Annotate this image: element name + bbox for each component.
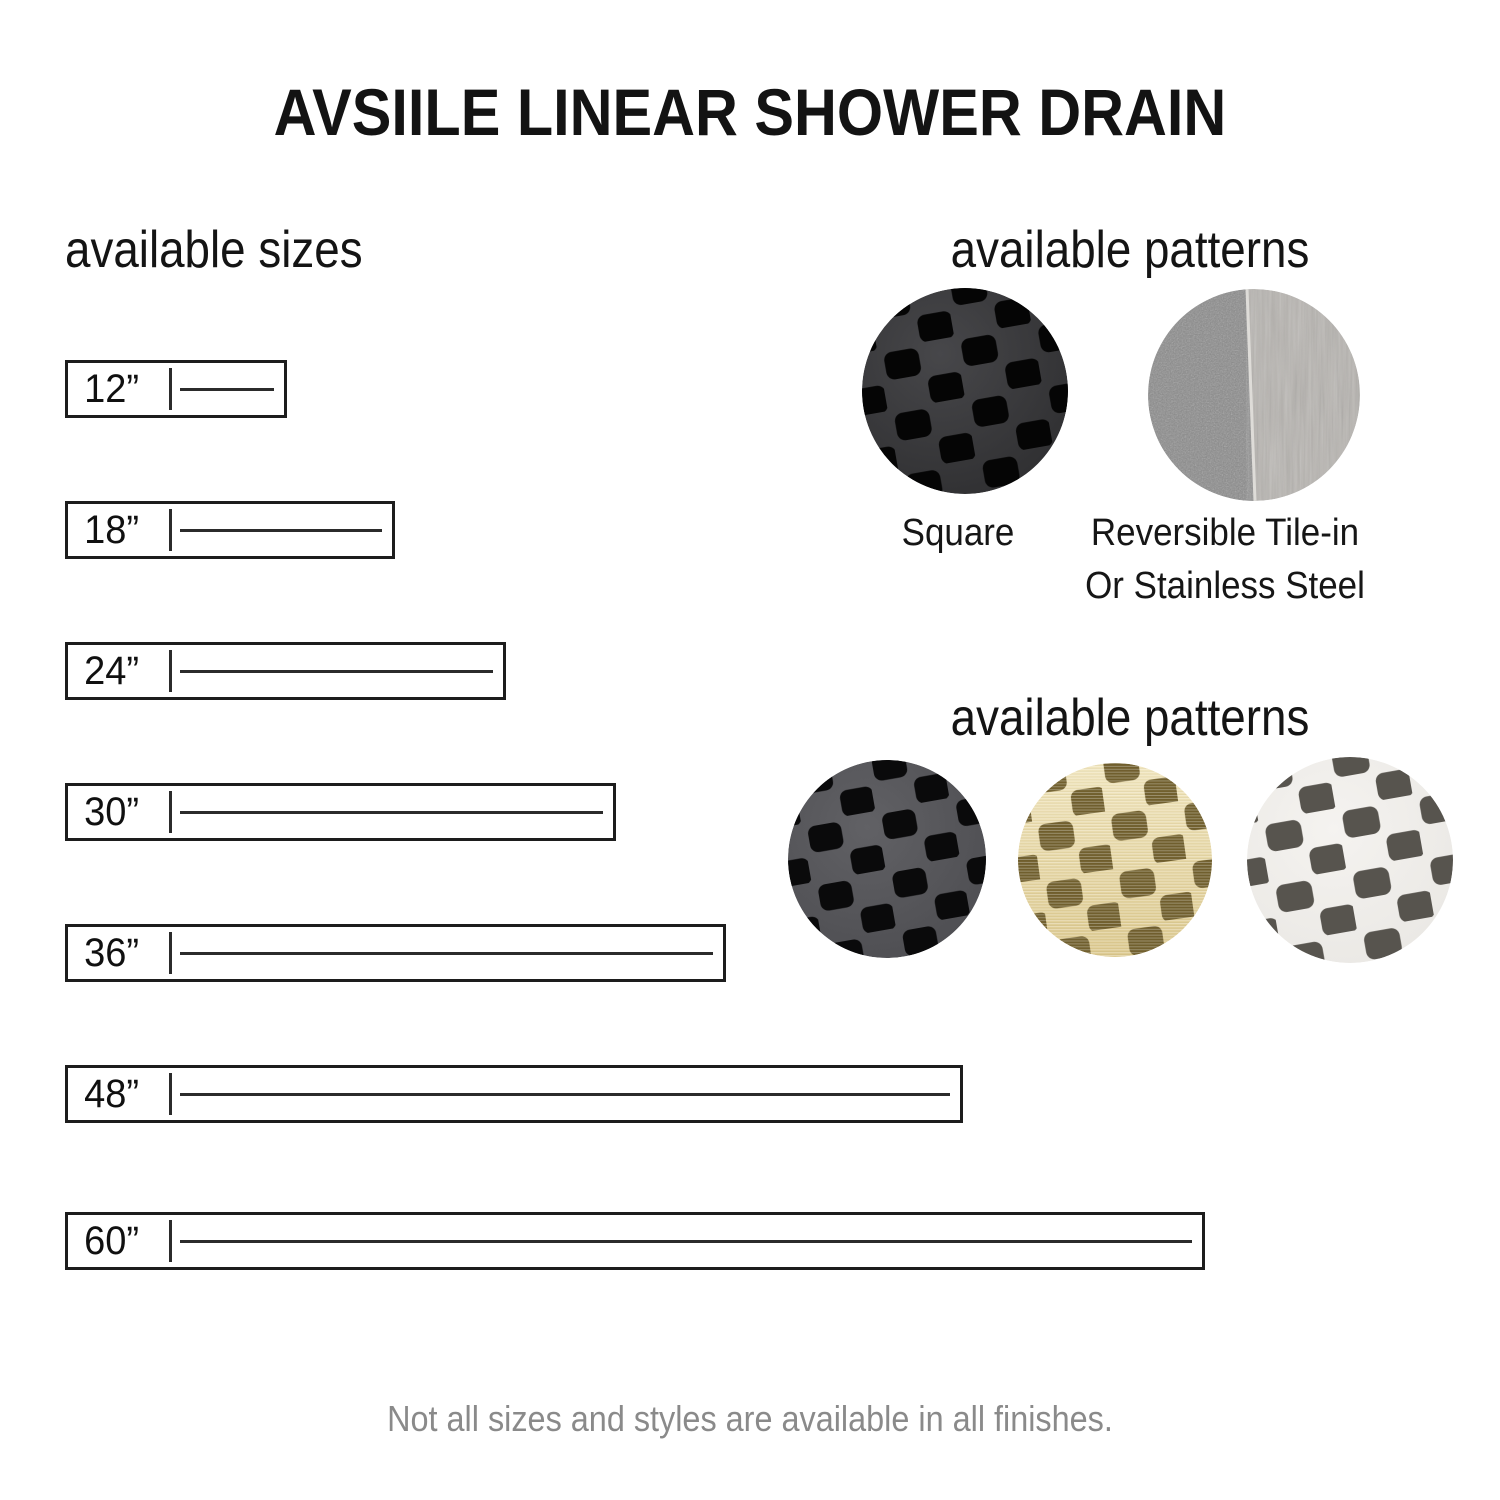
heading-available-sizes: available sizes — [65, 221, 363, 279]
drain-channel-line — [180, 1093, 950, 1096]
size-label: 30” — [84, 789, 140, 834]
drain-channel-line — [180, 529, 382, 532]
swatch-label-square: Square — [901, 512, 1015, 554]
drain-tick-mark — [169, 509, 172, 551]
size-bar-18in — [65, 501, 395, 559]
pattern-swatch-reversible-tile-in — [1148, 289, 1360, 501]
drain-channel-line — [180, 670, 493, 673]
page-title: AVSIILE LINEAR SHOWER DRAIN — [273, 75, 1227, 149]
size-bar-24in — [65, 642, 506, 700]
size-label: 24” — [84, 648, 140, 693]
size-bar-48in — [65, 1065, 963, 1123]
heading-available-patterns-1: available patterns — [950, 221, 1310, 279]
drain-tick-mark — [169, 650, 172, 692]
pattern-swatch-square-black — [862, 288, 1068, 494]
size-label: 60” — [84, 1218, 140, 1263]
drain-tick-mark — [169, 368, 172, 410]
size-bar-60in — [65, 1212, 1205, 1270]
size-label: 48” — [84, 1071, 140, 1116]
size-label: 12” — [84, 366, 140, 411]
size-bar-30in — [65, 783, 616, 841]
pattern-swatch-gunmetal — [788, 760, 986, 958]
pattern-swatch-brushed-white — [1247, 757, 1453, 963]
heading-available-patterns-2: available patterns — [950, 689, 1310, 747]
size-bar-12in — [65, 360, 287, 418]
pattern-swatch-brushed-gold — [1018, 763, 1212, 957]
drain-tick-mark — [169, 1073, 172, 1115]
swatch-label-reversible-line2: Or Stainless Steel — [1085, 565, 1365, 607]
size-label: 18” — [84, 507, 140, 552]
drain-tick-mark — [169, 1220, 172, 1262]
drain-channel-line — [180, 811, 603, 814]
drain-channel-line — [180, 952, 713, 955]
drain-channel-line — [180, 1240, 1192, 1243]
drain-tick-mark — [169, 791, 172, 833]
drain-channel-line — [180, 388, 274, 391]
swatch-label-reversible-line1: Reversible Tile-in — [1090, 512, 1360, 554]
size-label: 36” — [84, 930, 140, 975]
footnote-disclaimer: Not all sizes and styles are available in all finishes. — [387, 1398, 1113, 1439]
drain-tick-mark — [169, 932, 172, 974]
size-bar-36in — [65, 924, 726, 982]
